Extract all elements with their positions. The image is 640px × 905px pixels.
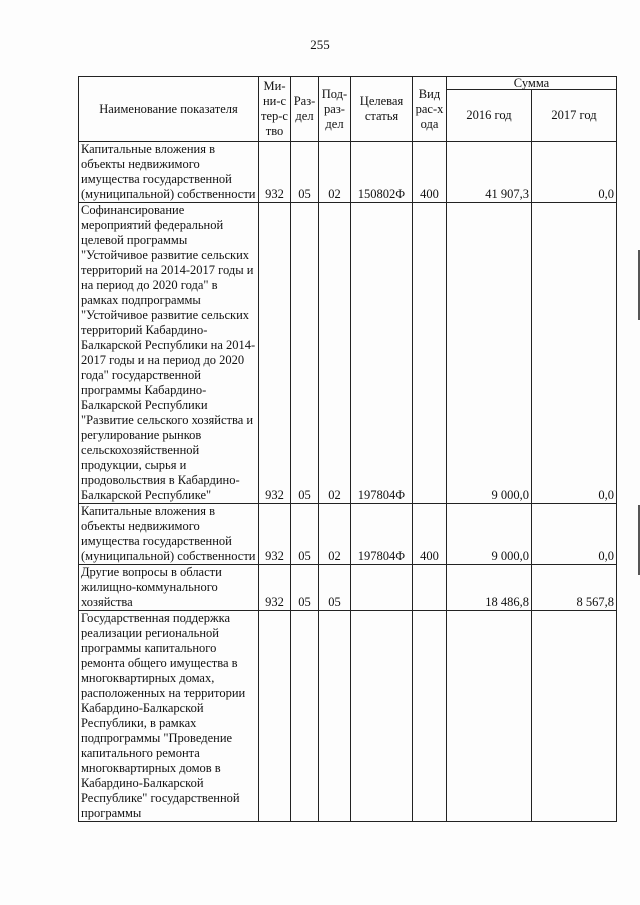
row-ministry: 932 [259, 565, 291, 611]
row-target [351, 611, 413, 822]
row-ministry: 932 [259, 142, 291, 203]
row-ministry: 932 [259, 504, 291, 565]
header-name: Наименование показателя [79, 77, 259, 142]
header-ministry: Ми-ни-стер-ство [259, 77, 291, 142]
row-subsection: 05 [319, 565, 351, 611]
row-year-2017: 8 567,8 [532, 565, 617, 611]
row-year-2016: 9 000,0 [447, 504, 532, 565]
row-year-2017 [532, 611, 617, 822]
header-year-2017: 2017 год [532, 90, 617, 142]
row-target [351, 565, 413, 611]
table-row [79, 504, 617, 565]
header-row-top [79, 77, 617, 90]
table-row [79, 142, 617, 203]
page-number: 255 [310, 37, 330, 52]
header-expense-type: Вид рас-хода [413, 77, 447, 142]
header-target: Целевая статья [351, 77, 413, 142]
row-ministry: 932 [259, 203, 291, 504]
row-ministry [259, 611, 291, 822]
row-year-2017: 0,0 [532, 203, 617, 504]
header-sum: Сумма [447, 77, 617, 90]
table-row [79, 203, 617, 504]
row-subsection: 02 [319, 142, 351, 203]
row-target: 197804Ф [351, 504, 413, 565]
row-subsection [319, 611, 351, 822]
row-expense-type: 400 [413, 142, 447, 203]
row-name: Софинансирование мероприятий федеральной целевой программы "Устойчивое развитие сельских территорий на 2014-2017 годы и на период до 2020 года" в рамках подпрограммы "Устойчивое развитие сельских территорий Кабардино-Балкарской Республики на 2014-2017 годы и на период до 2020 года" государственной программы Кабардино-Балкарской Республики "Развитие сельского хозяйства и регулирование рынков сельскохозяйственной продукции, сырья и продовольствия в Кабардино-Балкарской Республике" [79, 203, 259, 504]
row-name: Другие вопросы в области жилищно-коммунального хозяйства [79, 565, 259, 611]
row-name: Государственная поддержка реализации региональной программы капитального ремонта общего имущества в многоквартирных домах, расположенных на территории Кабардино-Балкарской Республики, в рамках подпрограммы "Проведение капитального ремонта многоквартирных домов в Кабардино-Балкарской Республике" государственной программы [79, 611, 259, 822]
row-section: 05 [291, 203, 319, 504]
header-year-2016: 2016 год [447, 90, 532, 142]
row-section: 05 [291, 142, 319, 203]
row-section: 05 [291, 565, 319, 611]
table-row [79, 611, 617, 822]
header-subsection: Под-раз-дел [319, 77, 351, 142]
row-subsection: 02 [319, 504, 351, 565]
row-year-2016 [447, 611, 532, 822]
row-expense-type [413, 203, 447, 504]
header-section: Раз-дел [291, 77, 319, 142]
row-year-2016: 9 000,0 [447, 203, 532, 504]
row-section: 05 [291, 504, 319, 565]
row-name: Капитальные вложения в объекты недвижимого имущества государственной (муниципальной) собственности [79, 142, 259, 203]
row-year-2016: 18 486,8 [447, 565, 532, 611]
row-year-2016: 41 907,3 [447, 142, 532, 203]
row-expense-type: 400 [413, 504, 447, 565]
row-subsection: 02 [319, 203, 351, 504]
row-name: Капитальные вложения в объекты недвижимого имущества государственной (муниципальной) собственности [79, 504, 259, 565]
row-section [291, 611, 319, 822]
row-expense-type [413, 565, 447, 611]
row-target: 150802Ф [351, 142, 413, 203]
budget-table [78, 76, 617, 822]
row-year-2017: 0,0 [532, 504, 617, 565]
row-expense-type [413, 611, 447, 822]
row-year-2017: 0,0 [532, 142, 617, 203]
table-row [79, 565, 617, 611]
row-target: 197804Ф [351, 203, 413, 504]
